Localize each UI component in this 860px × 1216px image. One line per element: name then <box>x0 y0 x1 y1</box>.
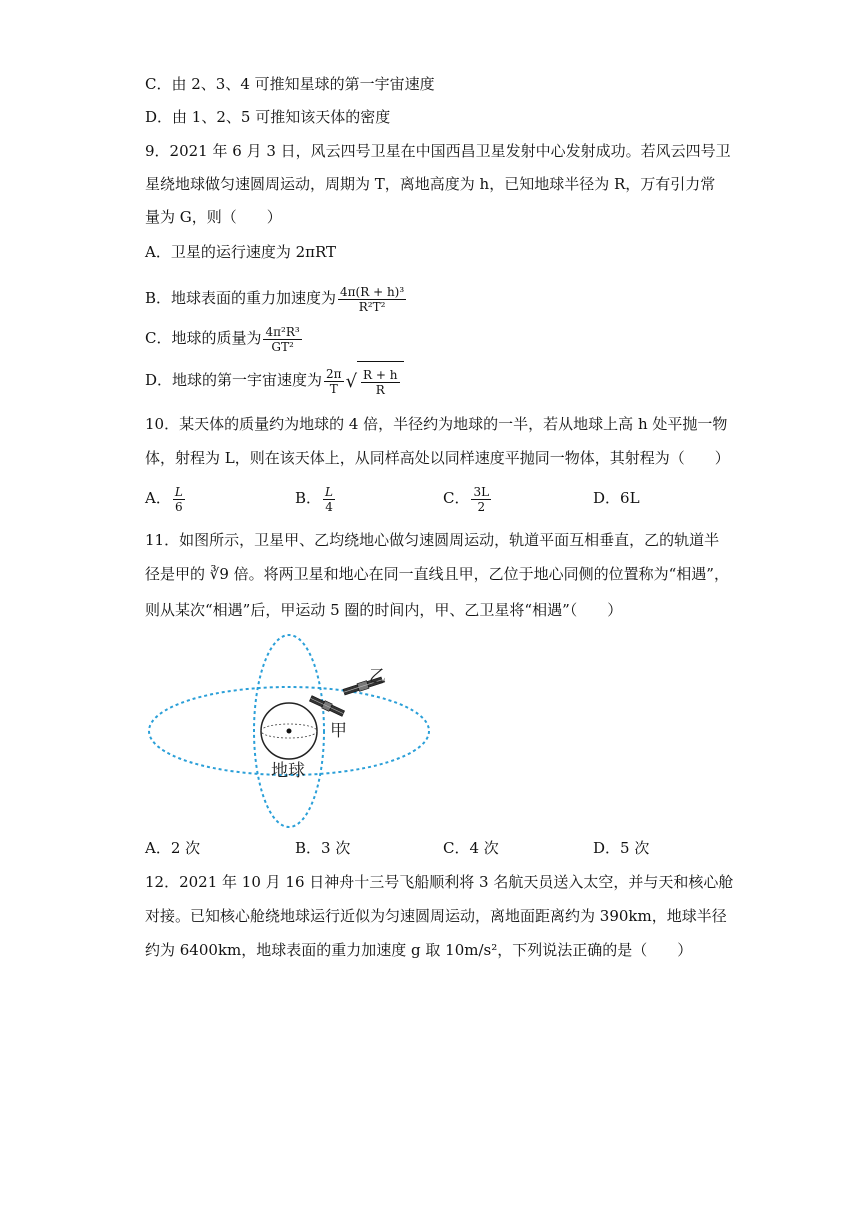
q8-option-c: C．由 2、3、4 可推知星球的第一宇宙速度 <box>145 75 435 93</box>
q12-stem-line2: 对接。已知核心舱绕地球运行近似为匀速圆周运动，离地面距离约为 390km，地球半径 <box>145 907 727 925</box>
q11-option-d: D．5 次 <box>593 839 650 857</box>
orbit-figure <box>140 628 440 834</box>
q9-option-d-text: D．地球的第一宇宙速度为 <box>145 371 323 389</box>
q9-option-d <box>145 360 404 402</box>
q10-option-a-denominator: 6 <box>175 499 183 514</box>
q9-option-c-denominator: GT² <box>271 339 294 354</box>
q9-option-a: A．卫星的运行速度为 2πRT <box>145 243 337 261</box>
q11-option-a: A．2 次 <box>145 839 201 857</box>
q11-stem-line3: 则从某次“相遇”后，甲运动 5 圈的时间内，甲、乙卫星将“相遇”（ ） <box>145 601 623 619</box>
q11-option-b: B．3 次 <box>295 839 351 857</box>
q9-stem-line2: 星绕地球做匀速圆周运动，周期为 T，离地高度为 h，已知地球半径为 R，万有引力常 <box>145 175 716 193</box>
satellite-jia-icon <box>309 695 345 717</box>
q10-option-a-label: A． <box>145 489 171 507</box>
q10-option-b-denominator: 4 <box>325 499 333 514</box>
q10-stem-line2: 体，射程为 L，则在该天体上，从同样高处以同样速度平抛同一物体，其射程为（ ） <box>145 449 730 467</box>
q9-option-b-denominator: R²T² <box>358 299 386 314</box>
q9-option-c-text: C．地球的质量为 <box>145 329 262 347</box>
q11-stem-line1: 11．如图所示，卫星甲、乙均绕地心做匀速圆周运动，轨道平面互相垂直，乙的轨道半 <box>145 531 720 549</box>
q10-option-c-denominator: 2 <box>477 499 486 514</box>
q9-option-c <box>145 316 304 360</box>
q10-stem-line1: 10．某天体的质量约为地球的 4 倍，半径约为地球的一半，若从地球上高 h 处平抛一物 <box>145 415 728 433</box>
q9-option-d-numerator: 2π <box>326 366 342 381</box>
label-yi: 乙 <box>369 667 386 687</box>
q11-option-c: C．4 次 <box>443 839 499 857</box>
q10-option-b-numerator: L <box>325 484 333 499</box>
q9-option-d-fraction <box>324 367 344 396</box>
q10-option-a <box>145 478 187 518</box>
q10-option-c-numerator: 3L <box>473 484 490 499</box>
q10-option-a-numerator: L <box>174 484 183 499</box>
q10-option-c-label: C． <box>443 489 470 507</box>
q10-option-b <box>295 478 337 518</box>
q9-option-d-sqrt: √ $\frac{R + h}{R}$ <box>346 361 404 402</box>
label-earth: 地球 <box>271 761 305 781</box>
q9-stem-line1: 9．2021 年 6 月 3 日，风云四号卫星在中国西昌卫星发射中心发射成功。若风云四号卫 <box>145 142 731 160</box>
earth-center <box>287 729 292 734</box>
q9-option-d-denominator: T <box>329 381 338 396</box>
q12-stem-line3: 约为 6400km，地球表面的重力加速度 g 取 10m/s²，下列说法正确的是（ ） <box>145 941 693 959</box>
q9-option-b <box>145 276 408 320</box>
q9-option-b-text: B．地球表面的重力加速度为 <box>145 289 337 307</box>
q9-option-c-numerator: 4π²R³ <box>265 324 300 339</box>
q10-option-b-label: B． <box>295 489 322 507</box>
q11-stem-line2: 径是甲的 ∛9 倍。将两卫星和地心在同一直线且甲，乙位于地心同侧的位置称为“相遇”， <box>145 565 729 583</box>
q10-option-c <box>443 478 493 518</box>
q9-option-b-numerator: 4π(R + h)³ <box>340 284 405 299</box>
q9-stem-line3: 量为 G，则（ ） <box>145 208 282 226</box>
q9-option-d-radicand-numerator: R + h <box>363 368 398 382</box>
q9-option-c-fraction <box>263 325 301 354</box>
q8-option-d: D．由 1、2、5 可推知该天体的密度 <box>145 108 391 126</box>
q12-stem-line1: 12．2021 年 10 月 16 日神舟十三号飞船顺利将 3 名航天员送入太空，并与天和核心舱 <box>145 873 734 891</box>
q9-option-d-radicand-denominator: R <box>375 383 385 397</box>
label-jia: 甲 <box>330 721 347 741</box>
q10-option-d: D．6L <box>593 489 640 507</box>
q9-option-b-fraction <box>338 285 406 314</box>
